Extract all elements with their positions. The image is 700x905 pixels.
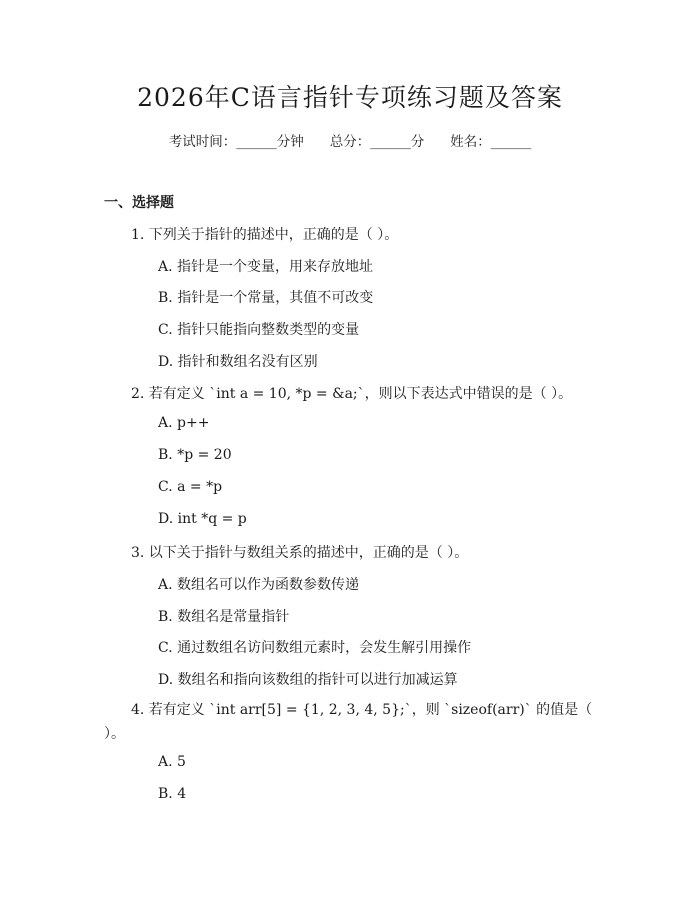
question-2-stem: 2. 若有定义 `int a = 10, *p = &a;`，则以下表达式中错误的是（ ）。 — [131, 386, 573, 402]
question-1-option-d: D. 指针和数组名没有区别 — [158, 354, 318, 370]
exam-time-blank: ______分钟 — [236, 134, 304, 150]
total-score-label: 总分： — [329, 134, 371, 150]
question-3-stem: 3. 以下关于指针与数组关系的描述中，正确的是（ ）。 — [131, 545, 469, 561]
question-1-stem: 1. 下列关于指针的描述中，正确的是（ ）。 — [131, 227, 399, 243]
section-heading: 一、选择题 — [104, 195, 174, 211]
question-3-option-a: A. 数组名可以作为函数参数传递 — [158, 577, 360, 593]
question-1-option-b: B. 指针是一个常量，其值不可改变 — [158, 290, 374, 306]
name-blank: ______ — [490, 134, 532, 150]
name-label: 姓名： — [450, 134, 491, 150]
exam-time-label: 考试时间： — [168, 134, 237, 150]
exam-info-line — [0, 130, 700, 150]
question-2-option-c: C. a = *p — [158, 479, 223, 495]
question-2-option-d: D. int *q = p — [158, 511, 247, 527]
document-title: 2026年C语言指针专项练习题及答案 — [137, 83, 563, 112]
question-1-option-c: C. 指针只能指向整数类型的变量 — [158, 322, 360, 338]
question-1-option-a: A. 指针是一个变量，用来存放地址 — [158, 259, 374, 275]
question-3-option-c: C. 通过数组名访问数组元素时，会发生解引用操作 — [158, 640, 472, 656]
question-3-option-b: B. 数组名是常量指针 — [158, 609, 290, 625]
total-score-blank: ______分 — [370, 134, 425, 150]
question-3-option-d: D. 数组名和指向该数组的指针可以进行加减运算 — [158, 672, 458, 688]
question-4-option-a: A. 5 — [158, 754, 186, 770]
question-2-option-b: B. *p = 20 — [158, 447, 232, 463]
question-2-option-a: A. p++ — [158, 415, 210, 431]
question-4-stem: 4. 若有定义 `int arr[5] = {1, 2, 3, 4, 5};`，则 `sizeof(arr)` 的值是（ ）。 — [104, 702, 593, 742]
question-4-option-b: B. 4 — [158, 786, 187, 802]
